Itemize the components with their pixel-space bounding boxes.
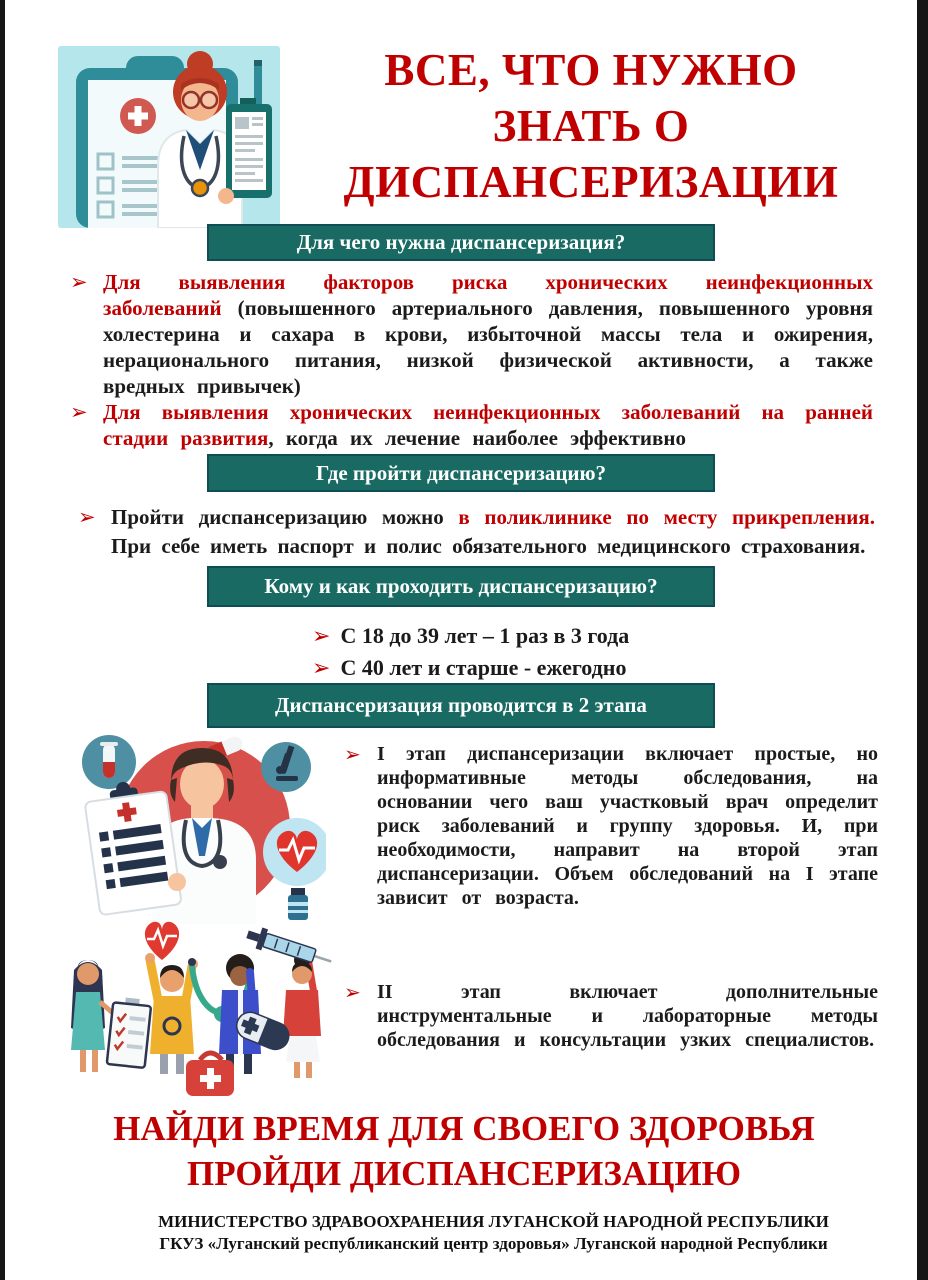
arrow-bullet-icon: ➢ [312,656,331,681]
title-line: ВСЕ, ЧТО НУЖНО [384,45,798,95]
age-rule-item [312,652,629,684]
age-rule-text: С 18 до 39 лет – 1 раз в 3 года [340,623,630,648]
section-heading-label: Для чего нужна диспансеризация? [296,230,626,254]
title-line: ДИСПАНСЕРИЗАЦИИ [343,157,839,207]
clipboard-checklist-icon [107,996,152,1068]
bullet-black-text: , когда их лечение наиболее эффективно [268,426,686,450]
small-clipboard-icon [226,98,272,198]
arrow-bullet-icon: ➢ [344,742,361,766]
why-section-text [70,269,873,451]
stage-one-doctor-illustration [64,722,326,924]
microscope-icon [261,742,311,792]
age-rules-list [312,620,629,684]
scan-edge-left [0,0,5,1280]
arrow-bullet-icon: ➢ [312,624,331,649]
doctor-with-clipboard-illustration [58,46,280,228]
test-tube-icon [82,735,136,789]
bullet-red-text: Для выявления хронических неинфекционных заболеваний на ранней стадии развития [103,400,873,450]
stage1-text [344,742,878,910]
team-member-red [283,946,321,1079]
title-line: ЗНАТЬ О [492,101,690,151]
stage2-text [344,980,878,1052]
arrow-bullet-icon: ➢ [344,980,361,1004]
stage2-paragraph: II этап включает дополнительные инструментальные и лабораторные методы обследования и консультации узких специалистов. [377,981,878,1051]
poster-title [276,42,906,210]
bullet-red-text: в поликлинике по месту прикрепления. [458,505,875,529]
footer [70,1211,917,1255]
section-heading-where [207,454,715,492]
syringe-icon [244,924,334,972]
medical-team-illustration [50,908,338,1110]
bullet-item [78,503,875,561]
cta-line: ПРОЙДИ ДИСПАНСЕРИЗАЦИЮ [186,1154,742,1193]
section-heading-label: Диспансеризация проводится в 2 этапа [275,693,647,717]
age-rule-item [312,620,629,652]
section-heading-label: Где пройти диспансеризацию? [315,460,607,485]
cta-line: НАЙДИ ВРЕМЯ ДЛЯ СВОЕГО ЗДОРОВЬЯ [113,1109,815,1148]
arrow-bullet-icon: ➢ [70,400,88,424]
section-heading-label: Кому и как проходить диспансеризацию? [264,574,658,598]
bullet-item [344,980,878,1052]
age-rule-text: С 40 лет и старше - ежегодно [340,655,627,680]
call-to-action [0,1106,928,1196]
footer-org-line: ГКУЗ «Луганский республиканский центр здоровья» Луганской народной Республики [159,1234,828,1253]
section-heading-who [207,566,715,607]
bullet-item [70,399,873,451]
checklist-clipboard-icon [83,776,182,915]
arrow-bullet-icon: ➢ [78,505,96,529]
footer-ministry-line: МИНИСТЕРСТВО ЗДРАВООХРАНЕНИЯ ЛУГАНСКОЙ НАРОДНОЙ РЕСПУБЛИКИ [158,1212,829,1231]
bullet-black-text: (повышенного артериального давления, повышенного уровня холестерина и сахара в крови, избыточной массы тела и ожирения, нерационального питания, низкой физической активности, а также вредных привычек) [103,296,873,398]
bullet-red-text: Для выявления факторов риска хронических неинфекционных заболеваний [103,270,873,320]
stage1-paragraph: I этап диспансеризации включает простые, но информативные методы обследования, на основании чего ваш участковый врач определит риск заболеваний и группу здоровья. И, при необходимости, направит на второй этап диспансеризации. Объем обследований на I этапе зависит от возраста. [377,743,878,909]
bullet-black-text: Пройти диспансеризацию можно [111,505,459,529]
where-section-text [78,503,875,561]
bullet-item [344,742,878,910]
bullet-item [70,269,873,399]
arrow-bullet-icon: ➢ [70,270,88,294]
bullet-black-text: При себе иметь паспорт и полис обязательного медицинского страхования. [111,534,866,558]
scan-edge-right [917,0,928,1280]
section-heading-why [207,224,715,261]
